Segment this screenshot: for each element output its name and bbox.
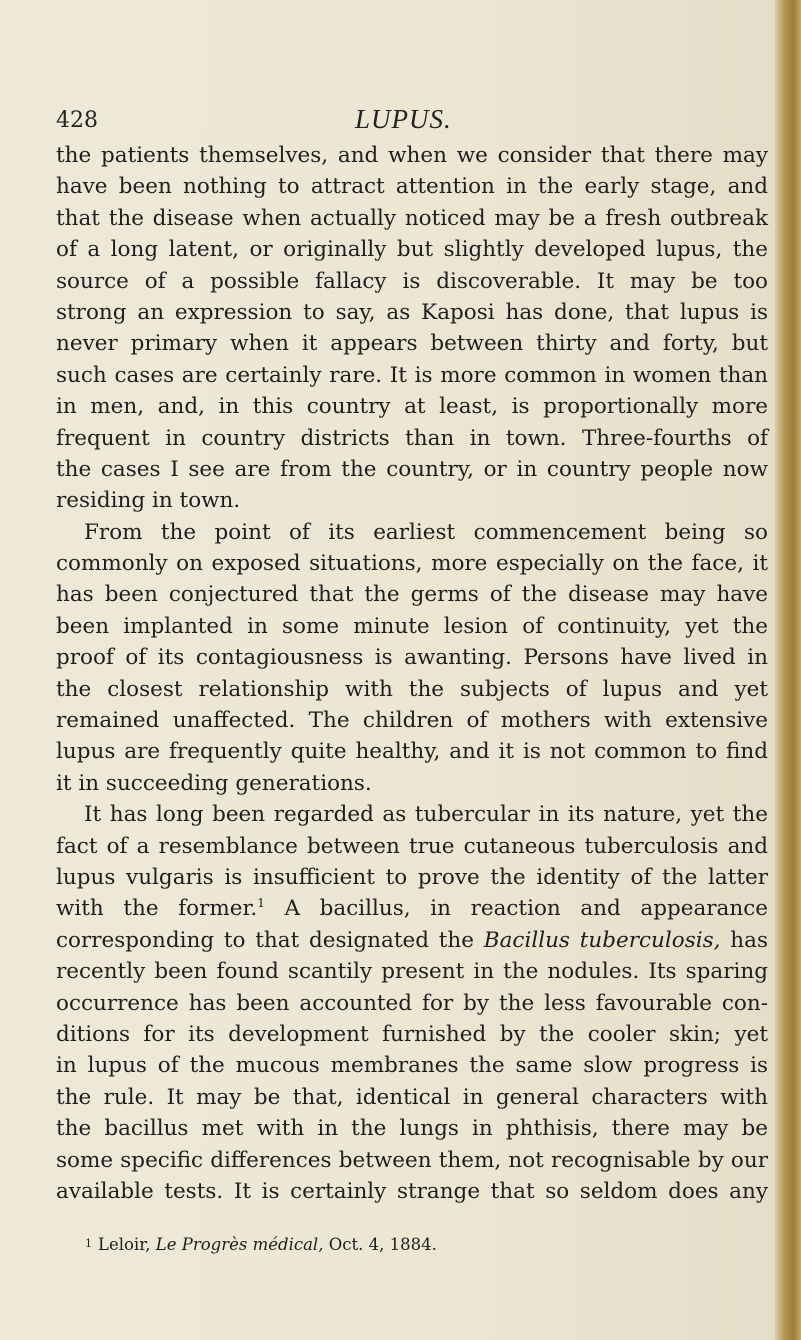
footnote-date: Oct. 4, 1884. [323, 1235, 437, 1254]
body-text [56, 140, 768, 1207]
text-line-paragraph-end: it in succeeding generations. [56, 770, 372, 796]
text-line: strong an expression to say, as Kaposi has done, that lupus is [56, 299, 768, 325]
text-line: never primary when it appears between thirty and forty, but [56, 331, 768, 357]
footnote [85, 1235, 765, 1254]
footnote-reference: 1 [257, 896, 265, 911]
footnote-title: Le Progrès médical, [155, 1235, 324, 1254]
footnote-author: Leloir, [98, 1235, 156, 1254]
page-header [0, 104, 770, 140]
text-line: have been nothing to attract attention in the early stage, and [56, 174, 768, 200]
text-line-paragraph-start: It has long been regarded as tubercular in its nature, yet the [84, 802, 768, 828]
book-spine-edge [775, 0, 801, 1340]
text-line-with-footnote-ref [56, 893, 768, 924]
text-line: of a long latent, or originally but slightly developed lupus, the [56, 237, 768, 263]
text-line: some specific differences between them, not recognisable by our [56, 1147, 768, 1173]
running-head: LUPUS. [355, 104, 452, 134]
text-line: in men, and, in this country at least, is proportionally more [56, 394, 768, 420]
text-line: occurrence has been accounted for by the less favourable con- [56, 990, 768, 1016]
text-line: lupus are frequently quite healthy, and it is not common to find [56, 739, 768, 765]
italic-term: Bacillus tuberculosis, [483, 927, 721, 953]
text-line: ditions for its development furnished by the cooler skin; yet [56, 1021, 768, 1047]
text-line: been implanted in some minute lesion of continuity, yet the [56, 613, 768, 639]
text-line: the cases I see are from the country, or in country people now [56, 456, 768, 482]
footnote-marker: 1 [85, 1237, 92, 1250]
text-line-with-italic [56, 925, 768, 956]
text-segment: A bacillus, in reaction and appearance [264, 896, 768, 922]
text-line: in lupus of the mucous membranes the same slow progress is [56, 1053, 768, 1079]
text-line: has been conjectured that the germs of the disease may have [56, 582, 768, 608]
text-line: recently been found scantily present in the nodules. Its sparing [56, 959, 768, 985]
text-line: such cases are certainly rare. It is more common in women than [56, 362, 768, 388]
text-line: remained unaffected. The children of mothers with extensive [56, 708, 768, 734]
text-line-paragraph-start: From the point of its earliest commencement being so [84, 519, 768, 545]
text-line: fact of a resemblance between true cutaneous tuberculosis and [56, 833, 768, 859]
text-line: the closest relationship with the subjects of lupus and yet [56, 676, 768, 702]
text-segment: has [720, 927, 768, 953]
text-line: proof of its contagiousness is awanting. Persons have lived in [56, 645, 768, 671]
text-line: lupus vulgaris is insufficient to prove the identity of the latter [56, 864, 768, 890]
text-line: source of a possible fallacy is discoverable. It may be too [56, 268, 768, 294]
text-line: that the disease when actually noticed may be a fresh outbreak [56, 205, 768, 231]
text-line: the patients themselves, and when we consider that there may [56, 143, 768, 168]
text-segment: with the former. [56, 896, 258, 922]
text-line: frequent in country districts than in town. Three-fourths of [56, 425, 768, 451]
text-line: available tests. It is certainly strange that so seldom does any [56, 1178, 768, 1204]
text-line: the bacillus met with in the lungs in phthisis, there may be [56, 1116, 768, 1142]
text-line-paragraph-end: residing in town. [56, 488, 241, 514]
text-line: commonly on exposed situations, more especially on the face, it [56, 551, 768, 577]
text-line: the rule. It may be that, identical in general characters with [56, 1084, 768, 1110]
page-number: 428 [56, 108, 98, 133]
text-segment: corresponding to that designated the [56, 927, 484, 953]
